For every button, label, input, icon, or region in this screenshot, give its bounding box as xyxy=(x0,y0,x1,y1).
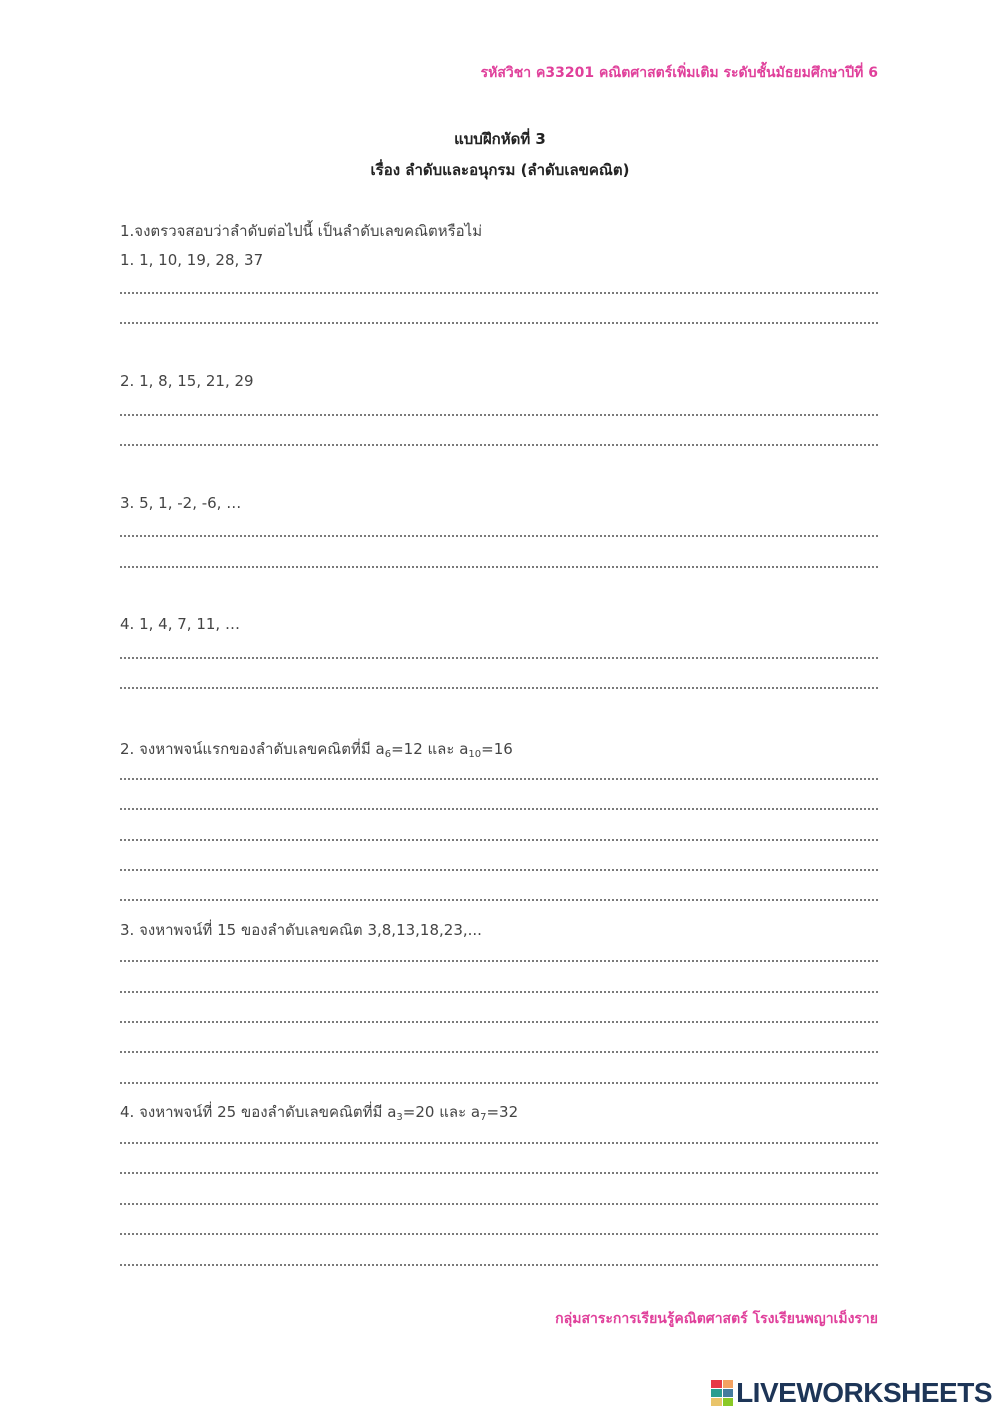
sequence-item-2: 2. 1, 8, 15, 21, 29 xyxy=(120,372,254,390)
answer-line[interactable] xyxy=(120,292,878,294)
logo-block xyxy=(723,1389,734,1397)
answer-line[interactable] xyxy=(120,535,878,537)
term-index: 7 xyxy=(480,1112,487,1123)
term-value: =12 และ xyxy=(391,740,460,758)
term-symbol: a xyxy=(470,1103,481,1121)
term-value: =16 xyxy=(481,740,513,758)
worksheet-subtitle: เรื่อง ลำดับและอนุกรม (ลำดับเลขคณิต) xyxy=(370,161,630,179)
question-4 xyxy=(120,1100,518,1124)
answer-line[interactable] xyxy=(120,808,878,810)
term-symbol: a xyxy=(459,740,469,758)
answer-line[interactable] xyxy=(120,1082,878,1084)
liveworksheets-wordmark: LIVEWORKSHEETS xyxy=(736,1377,992,1408)
worksheet-title: แบบฝึกหัดที่ 3 xyxy=(454,130,546,148)
sequence-item-4: 4. 1, 4, 7, 11, … xyxy=(120,615,240,633)
answer-line[interactable] xyxy=(120,1021,878,1023)
term-index: 6 xyxy=(384,749,392,760)
term-index: 3 xyxy=(396,1112,403,1123)
answer-line[interactable] xyxy=(120,899,878,901)
question-3: 3. จงหาพจน์ที่ 15 ของลำดับเลขคณิต 3,8,13,18,23,... xyxy=(120,921,482,939)
answer-line[interactable] xyxy=(120,778,878,780)
liveworksheets-logo-icon xyxy=(711,1380,733,1406)
sequence-item-1: 1. 1, 10, 19, 28, 37 xyxy=(120,251,264,269)
answer-line[interactable] xyxy=(120,322,878,324)
logo-block xyxy=(711,1389,722,1397)
answer-line[interactable] xyxy=(120,1203,878,1205)
question-2-prefix: 2. จงหาพจน์แรกของลำดับเลขคณิตที่มี xyxy=(120,740,376,758)
logo-block xyxy=(711,1398,722,1406)
term-value: =20 และ xyxy=(402,1103,471,1121)
course-code-header: รหัสวิชา ค33201 คณิตศาสตร์เพิ่มเติม ระดับชั้นมัธยมศึกษาปีที่ 6 xyxy=(480,65,878,81)
logo-block xyxy=(723,1398,734,1406)
answer-line[interactable] xyxy=(120,991,878,993)
school-footer: กลุ่มสาระการเรียนรู้คณิตศาสตร์ โรงเรียนพญาเม็งราย xyxy=(555,1311,878,1327)
answer-line[interactable] xyxy=(120,1051,878,1053)
answer-line[interactable] xyxy=(120,687,878,689)
logo-block xyxy=(711,1380,722,1388)
answer-line[interactable] xyxy=(120,839,878,841)
answer-line[interactable] xyxy=(120,414,878,416)
section1-instruction: 1.จงตรวจสอบว่าลำดับต่อไปนี้ เป็นลำดับเลขคณิตหรือไม่ xyxy=(120,222,483,240)
sequence-item-3: 3. 5, 1, -2, -6, … xyxy=(120,494,242,512)
answer-line[interactable] xyxy=(120,657,878,659)
answer-line[interactable] xyxy=(120,1142,878,1144)
question-4-prefix: 4. จงหาพจน์ที่ 25 ของลำดับเลขคณิตที่มี xyxy=(120,1103,388,1121)
term-value: =32 xyxy=(486,1103,519,1121)
answer-line[interactable] xyxy=(120,869,878,871)
answer-line[interactable] xyxy=(120,1264,878,1266)
logo-block xyxy=(723,1380,734,1388)
question-2 xyxy=(120,737,513,761)
answer-line[interactable] xyxy=(120,444,878,446)
answer-line[interactable] xyxy=(120,1233,878,1235)
answer-line[interactable] xyxy=(120,566,878,568)
liveworksheets-brand[interactable] xyxy=(711,1378,992,1408)
term-symbol: a xyxy=(375,740,385,758)
answer-line[interactable] xyxy=(120,1172,878,1174)
term-index: 10 xyxy=(468,749,482,760)
term-symbol: a xyxy=(387,1103,397,1121)
answer-line[interactable] xyxy=(120,960,878,962)
